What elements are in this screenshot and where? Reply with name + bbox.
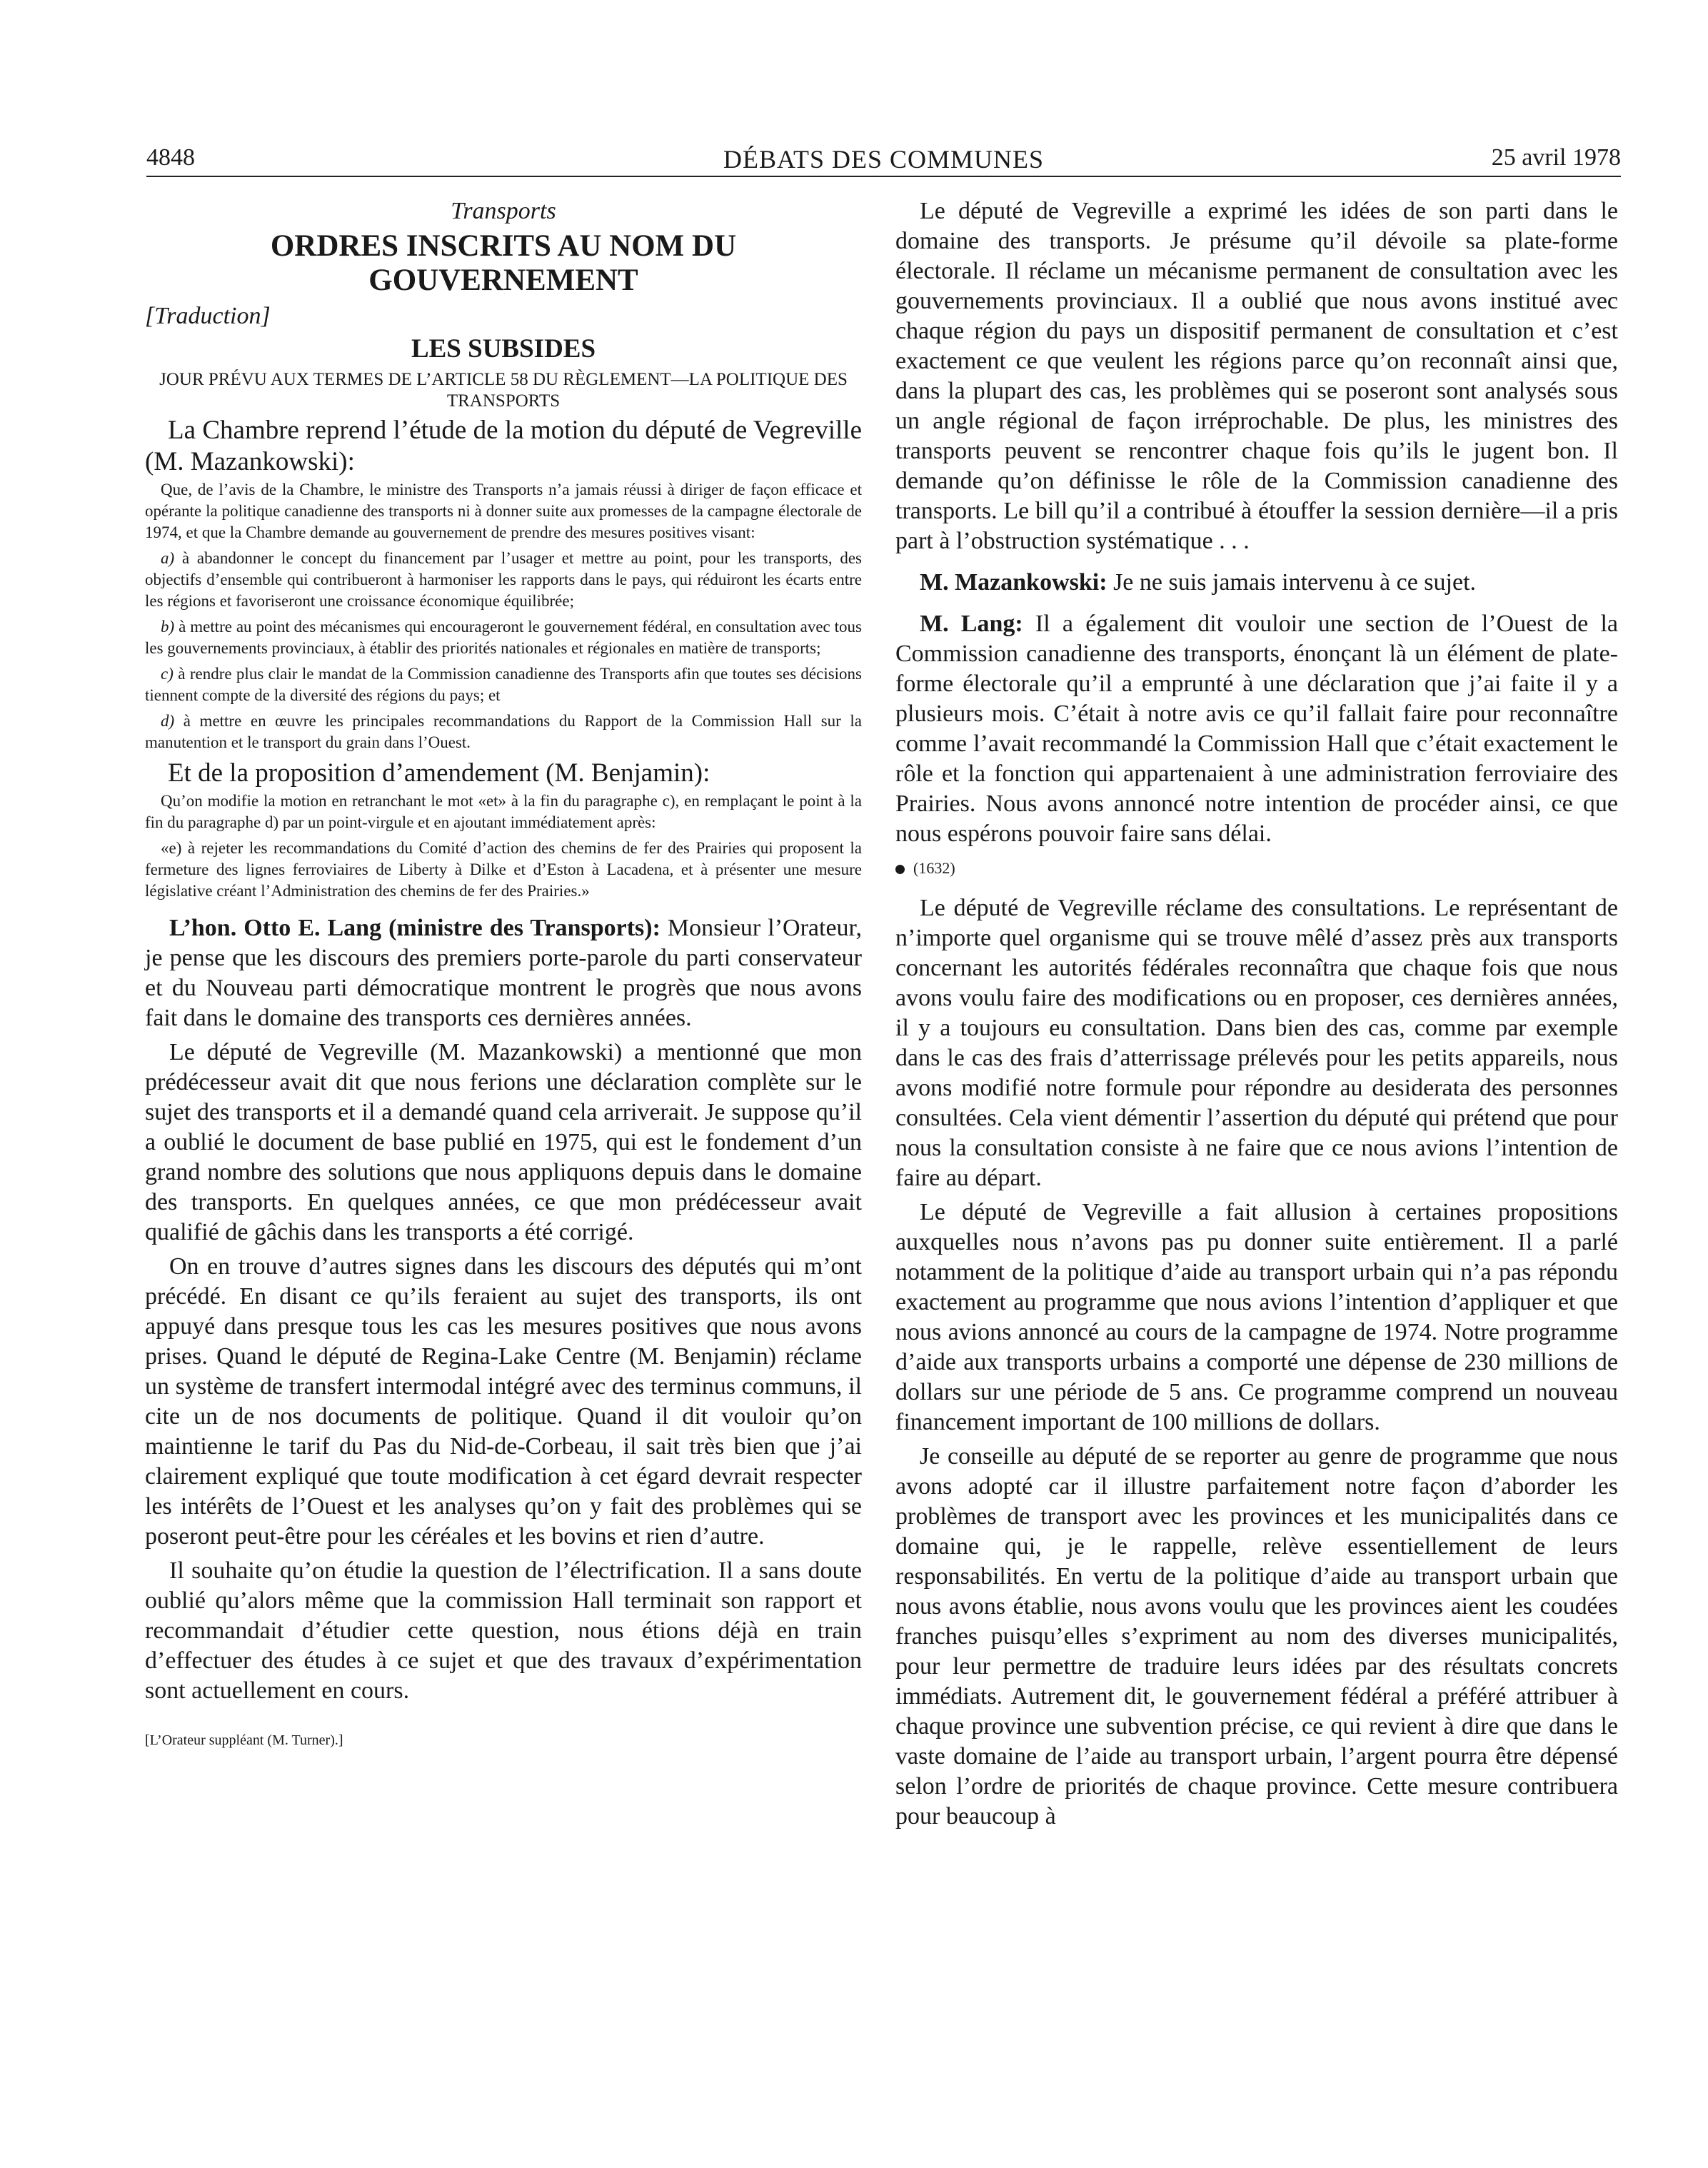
bullet-icon [895, 865, 905, 874]
amendment-text: Qu’on modifie la motion en retranchant le mot «et» à la fin du paragraphe c), en remplaçant le point à la fin du paragraphe d) par un point-virgule et en ajoutant immédiatement après: [145, 792, 862, 831]
left-column [145, 196, 862, 1765]
motion-item-label: d) [161, 712, 175, 730]
rubric: Transports [451, 198, 556, 224]
motion-item-text: à rendre plus clair le mandat de la Commission canadienne des Transports afin que toutes ses décisions tiennent compte de la diversité des régions du pays; et [145, 665, 862, 704]
speaker-name: M. Mazankowski: [920, 569, 1107, 596]
motion-item-label: c) [161, 665, 174, 683]
motion-intro: La Chambre reprend l’étude de la motion du député de Vegreville (M. Mazankowski): [145, 416, 862, 476]
speech-paragraph: Le député de Vegreville a fait allusion à certaines propositions auxquelles nous n’avons pas pu donner suite entièrement. Il a parlé notamment de la politique d’aide au transport urbain qui n’a pas répondu exactement au programme que nous avions l’intention d’appliquer et que nous avions annoncé au cours de la campagne de 1974. Notre programme d’aide aux transports urbains a comporté une dépense de 230 millions de dollars sur une période de 5 ans. Ce programme comprend un nouveau financement important de 100 millions de dollars. [895, 1199, 1618, 1435]
publication-title: DÉBATS DES COMMUNES [723, 145, 1045, 174]
motion-item-d [145, 711, 862, 753]
motion-item-label: b) [161, 618, 175, 636]
speech-paragraph: On en trouve d’autres signes dans les discours des députés qui m’ont précédé. En disant ce qu’ils feraient au sujet des transports, ils ont appuyé dans presque tous les cas les mesures positives que nous avons prises. Quand le député de Regina-Lake Centre (M. Benjamin) réclame un système de transfert intermodal intégré avec des terminus communs, il cite un de nos documents de politique. Quand il dit vouloir qu’on maintienne le tarif du Pas du Nid-de-Corbeau, il sait très bien que j’ai clairement expliqué que toute modification à cet égard devrait respecter les intérêts de l’Ouest et les analyses qu’on y fait des problèmes qui se poseront peut-être pour les céréales et les bovins et rien d’autre. [145, 1253, 862, 1550]
speaker-name: L’hon. Otto E. Lang (ministre des Transports): [169, 915, 660, 941]
speech-paragraph: Le député de Vegreville réclame des consultations. Le représentant de n’importe quel organisme qui se trouve mêlé d’assez près aux transports concernant les autorités fédérales reconnaîtra que chaque fois que nous avons voulu faire des modifications ou en proposer, ces dernières années, il y a toujours eu consultation. Dans bien des cas, comme par exemple dans le cas des frais d’atterrissage prélevés pour les petits appareils, nous avons modifié notre formule pour répondre au desiderata des personnes consultées. Cela vient démentir l’assertion du député qui prétend que pour nous la consultation consiste à ne faire que ce nous avions l’intention de faire au départ. [895, 895, 1618, 1191]
interjection: M. Mazankowski: Je ne suis jamais intervenu à ce sujet. [920, 569, 1477, 596]
motion-item-text: à abandonner le concept du financement par l’usager et mettre au point, pour les transports, des objectifs d’ensemble qui contribueront à harmoniser les rapports dans le pays, qui réduiront les écarts entre les régions et favoriseront une croissance économique équilibrée; [145, 549, 863, 610]
motion-item-b [145, 616, 862, 659]
translation-note: [Traduction] [145, 303, 271, 329]
reply: M. Lang: Il a également dit vouloir une section de l’Ouest de la Commission canadienne des transports, énonçant là un élément de plate-forme électorale qu’il a emprunté à une déclaration que j’ai faite il y a plusieurs mois. C’était à notre avis ce qu’il fallait faire pour reconnaître comme l’avait recommandé la Commission Hall que c’était exactement le rôle et la fonction qui appartenaient à une administration ferroviaire des Prairies. Nous avons annoncé notre intention de procéder ainsi, ce que nous espérons pouvoir faire sans délai. [895, 611, 1618, 847]
speaker-name: M. Lang: [920, 611, 1023, 637]
motion-text: Que, de l’avis de la Chambre, le ministre des Transports n’a jamais réussi à diriger de façon efficace et opérante la politique canadienne des transports ni à donner suite aux promesses de la campagne électorale de 1974, et que la Chambre demande au gouvernement de prendre des mesures positives visant: [145, 481, 862, 541]
speech-paragraph: L’hon. Otto E. Lang (ministre des Transports): Monsieur l’Orateur, je pense que les discours des premiers porte-parole du parti conservateur et du Nouveau parti démocratique montrent le progrès que nous avons fait dans le domaine des transports ces dernières années. [145, 915, 862, 1031]
speech-paragraph: Je conseille au député de se reporter au genre de programme que nous avons adopté car il illustre parfaitement notre façon d’aborder les problèmes de transport avec les provinces et les municipalités dans ce domaine qui, je le rappelle, relève essentiellement de leurs responsabilités. En vertu de la politique d’aide au transport urbain que nous avons établie, nous avons voulu que les provinces aient les coudées franches puisqu’elles s’expriment au nom des diverses municipalités, pour leur permettre de traduire leurs idées par des résultats concrets immédiats. Autrement dit, le gouvernement fédéral a préféré attribuer à chaque province une subvention précise, ce qui revient à dire que dans le vaste domaine de l’aide au transport urbain, l’argent pourra être dépensé selon l’ordre de priorités de chaque province. Cette mesure contribuera pour beaucoup à [895, 1443, 1618, 1830]
footnote: [L’Orateur suppléant (M. Turner).] [145, 1732, 343, 1748]
publication-date: 25 avril 1978 [1491, 144, 1621, 171]
speech-paragraph: Le député de Vegreville (M. Mazankowski) a mentionné que mon prédécesseur avait dit que nous ferions une déclaration complète sur le sujet des transports et il a demandé quand cela arriverait. Je suppose qu’il a oublié le document de base publié en 1975, qui est le fondement d’un grand nombre des solutions que nous appliquons depuis dans le domaine des transports. En quelques années, ce que mon prédécesseur avait qualifié de gâchis dans les transports a été corrigé. [145, 1039, 862, 1245]
motion-item-c [145, 663, 862, 706]
page-number: 4848 [146, 144, 195, 171]
subsubheading: JOUR PRÉVU AUX TERMES DE L’ARTICLE 58 DU RÈGLEMENT—LA POLITIQUE DES TRANSPORTS [159, 370, 848, 411]
motion-item-label: a) [161, 549, 175, 567]
subheading: LES SUBSIDES [411, 334, 596, 363]
speech-paragraph: Le député de Vegreville a exprimé les idées de son parti dans le domaine des transports. Je présume qu’il dévoile sa plate-forme électorale. Il réclame un mécanisme permanent de consultation avec les gouvernements provinciaux. Il a oublié que nous avons institué avec chaque région du pays un dispositif permanent de consultation et c’est exactement ce que veulent les régions parce qu’on reconnaît ainsi que, dans la plupart des cas, les problèmes qui se poseront sont analysés sous un angle régional de façon irréprochable. De plus, les ministres des transports peuvent se rencontrer chaque fois qu’ils le jugent bon. Il demande qu’on définisse le rôle de la Commission canadienne des transports. Le bill qu’il a contribué à étouffer la session dernière—il a pris part à l’obstruction systématique . . . [895, 198, 1618, 554]
speech-paragraph: Il souhaite qu’on étudie la question de l’électrification. Il a sans doute oublié qu’alors même que la commission Hall terminait son rapport et recommandait d’étudier cette question, nous étions déjà en train d’effectuer des études à ce sujet et que des travaux d’expérimentation sont actuellement en cours. [145, 1557, 862, 1704]
motion-item-a [145, 548, 862, 612]
time-marker: (1632) [895, 858, 1618, 879]
motion-item-text: à mettre au point des mécanismes qui encourageront le gouvernement fédéral, en consultation avec tous les gouvernements provinciaux, à établir des priorités nationales et régionales en matière de transports; [145, 618, 862, 657]
amendment-quote: «e) à rejeter les recommandations du Comité d’action des chemins de fer des Prairies qui proposent la fermeture des lignes ferroviaires de Liberty à Dilke et d’Eston à Lacadena, et à présenter une mesure législative créant l’Administration des chemins de fer des Prairies.» [145, 839, 862, 900]
page-header [146, 139, 1621, 177]
section-heading: ORDRES INSCRITS AU NOM DU GOUVERNEMENT [270, 229, 737, 297]
amendment-intro: Et de la proposition d’amendement (M. Benjamin): [168, 758, 710, 788]
right-column [895, 196, 1618, 1832]
motion-item-text: à mettre en œuvre les principales recommandations du Rapport de la Commission Hall sur la manutention et le transport du grain dans l’Ouest. [145, 712, 863, 751]
